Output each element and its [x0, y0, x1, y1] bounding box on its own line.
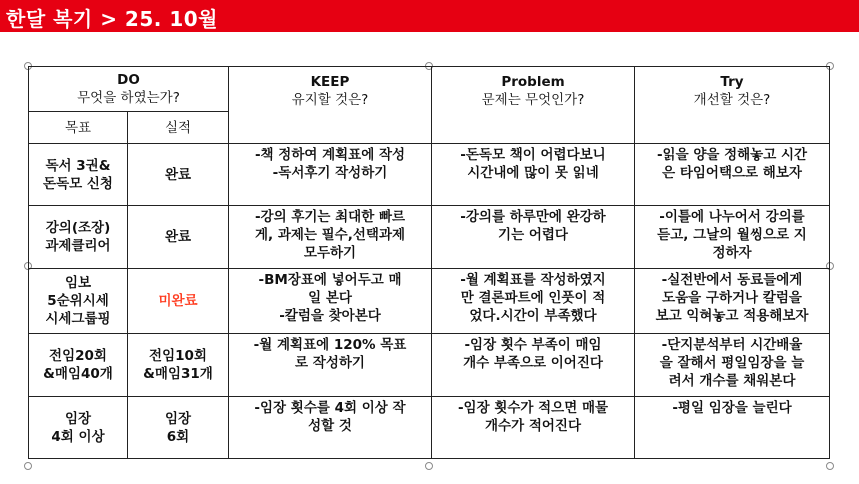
keep-text: -책 정하여 계획표에 작성 -독서후기 작성하기 [254, 147, 406, 181]
retrospective-table[interactable] [28, 66, 830, 459]
goal-cell[interactable] [29, 397, 128, 459]
table-row [29, 144, 830, 206]
result-text: 임장 6회 [164, 410, 192, 445]
result-cell[interactable] [128, 334, 229, 397]
result-text-incomplete: 미완료 [158, 293, 198, 309]
problem-cell[interactable] [432, 269, 635, 334]
do-subtitle: 무엇을 하였는가? [77, 90, 180, 106]
problem-text: -강의를 하루만에 완강하 기는 어렵다 [460, 209, 606, 243]
resize-handle-bottom-right[interactable] [826, 462, 834, 470]
do-title: DO [117, 72, 140, 88]
try-text: -평일 임장을 늘린다 [672, 400, 792, 416]
result-text: 완료 [164, 229, 192, 245]
problem-cell[interactable] [432, 206, 635, 269]
keep-cell[interactable] [229, 206, 432, 269]
keep-text: -임장 횟수를 4회 이상 작 성할 것 [254, 400, 406, 434]
do-header-cell[interactable] [29, 67, 229, 112]
keep-cell[interactable] [229, 269, 432, 334]
problem-header-cell[interactable] [432, 67, 635, 144]
table-row [29, 334, 830, 397]
problem-title: Problem [501, 74, 565, 90]
keep-cell[interactable] [229, 334, 432, 397]
problem-text: -돈독모 책이 어렵다보니 시간내에 많이 못 읽네 [460, 147, 606, 181]
try-header-cell[interactable] [635, 67, 830, 144]
problem-text: -임장 횟수 부족이 매임 개수 부족으로 이어진다 [463, 337, 603, 371]
keep-subtitle: 유지할 것은? [291, 92, 369, 108]
keep-text: -월 계획표에 120% 목표 로 작성하기 [253, 337, 407, 371]
try-title: Try [720, 74, 744, 90]
try-text: -이틀에 나누어서 강의를 듣고, 그날의 월씽으로 지 정하자 [657, 209, 807, 261]
goal-text: 전임20회 &매임40개 [43, 348, 113, 382]
result-label: 실적 [164, 119, 192, 136]
keep-cell[interactable] [229, 397, 432, 459]
resize-handle-bottom-left[interactable] [24, 462, 32, 470]
result-text: 전임10회 &매임31개 [143, 348, 213, 382]
table-row [29, 397, 830, 459]
try-text: -실전반에서 동료들에게 도움을 구하거나 칼럼을 보고 익혀놓고 적용해보자 [655, 272, 809, 324]
result-cell[interactable] [128, 206, 229, 269]
resize-handle-bottom-center[interactable] [425, 462, 433, 470]
goal-text: 임보 5순위시세 시세그룹핑 [45, 275, 111, 327]
problem-cell[interactable] [432, 334, 635, 397]
page-title: 한달 복기 > 25. 10월 [6, 7, 218, 31]
result-cell[interactable] [128, 269, 229, 334]
header-row [29, 67, 830, 112]
goal-cell[interactable] [29, 206, 128, 269]
goal-text: 독서 3권& 돈독모 신청 [43, 157, 113, 192]
try-text: -읽을 양을 정해놓고 시간 은 타임어택으로 해보자 [656, 147, 808, 181]
try-cell[interactable] [635, 206, 830, 269]
goal-text: 임장 4회 이상 [51, 410, 105, 445]
result-cell[interactable] [128, 144, 229, 206]
result-header-cell[interactable] [128, 112, 229, 144]
try-cell[interactable] [635, 144, 830, 206]
problem-subtitle: 문제는 무엇인가? [481, 92, 585, 108]
keep-title: KEEP [310, 74, 350, 90]
keep-text: -BM장표에 넣어두고 매 일 본다 -칼럼을 찾아본다 [258, 272, 402, 324]
goal-cell[interactable] [29, 144, 128, 206]
keep-text: -강의 후기는 최대한 빠르 게, 과제는 필수,선택과제 모두하기 [254, 209, 406, 261]
goal-cell[interactable] [29, 269, 128, 334]
result-text: 완료 [164, 166, 192, 183]
try-cell[interactable] [635, 269, 830, 334]
goal-text: 강의(조장) 과제클리어 [45, 220, 111, 254]
goal-cell[interactable] [29, 334, 128, 397]
problem-text: -임장 횟수가 적으면 매물 개수가 적어진다 [457, 400, 609, 434]
try-subtitle: 개선할 것은? [693, 92, 771, 108]
problem-cell[interactable] [432, 144, 635, 206]
goal-label: 목표 [64, 119, 92, 136]
try-text: -단지분석부터 시간배율 을 잘해서 평일임장을 늘 려서 개수를 채워본다 [659, 337, 805, 389]
table-row [29, 269, 830, 334]
try-cell[interactable] [635, 334, 830, 397]
problem-text: -월 계획표를 작성하였지 만 결론파트에 인풋이 적 었다.시간이 부족했다 [460, 272, 606, 324]
table-row [29, 206, 830, 269]
keep-cell[interactable] [229, 144, 432, 206]
problem-cell[interactable] [432, 397, 635, 459]
title-banner [0, 0, 859, 32]
goal-header-cell[interactable] [29, 112, 128, 144]
try-cell[interactable] [635, 397, 830, 459]
keep-header-cell[interactable] [229, 67, 432, 144]
result-cell[interactable] [128, 397, 229, 459]
